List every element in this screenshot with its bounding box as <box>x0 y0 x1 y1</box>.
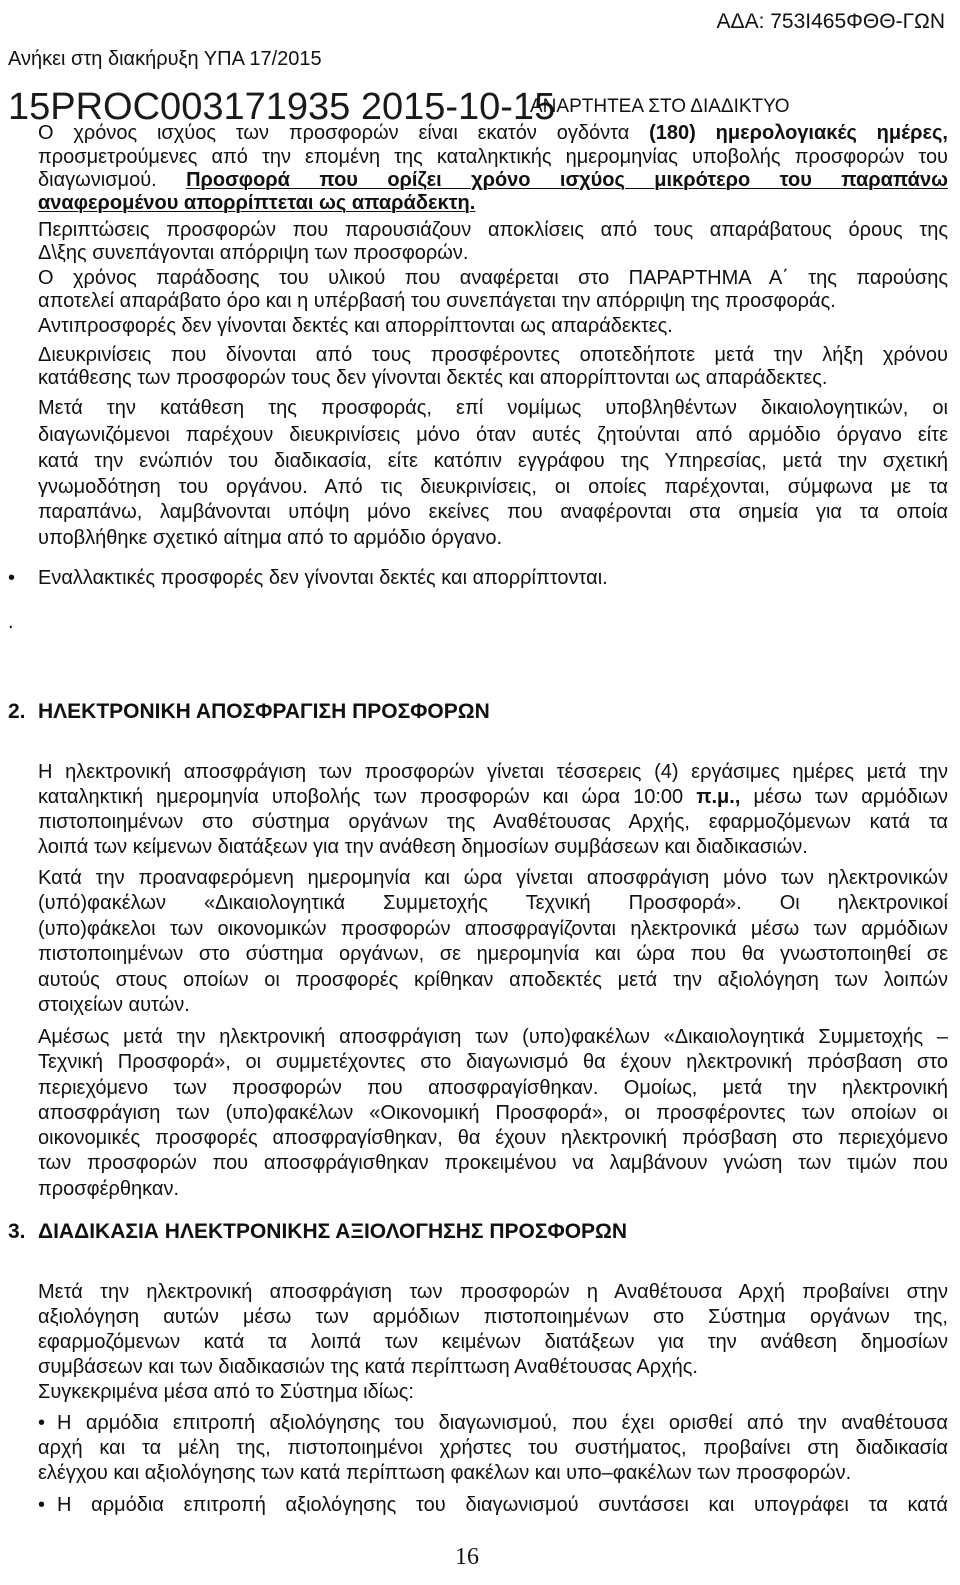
text-line: αξιολόγηση αυτών μέσω των αρμόδιων πιστοποιημένων στο Σύστημα οργάνων της, <box>38 1306 948 1328</box>
text-line: αυτούς στους οποίων οι προσφορές κρίθηκαν αποδεκτές μετά την αξιολόγηση των λοιπών <box>38 969 948 991</box>
text-line: Δ\ξης συνεπάγονται απόρριψη των προσφορών. <box>38 242 469 264</box>
text-line: Αντιπροσφορές δεν γίνονται δεκτές και απορρίπτονται ως απαράδεκτες. <box>38 315 673 337</box>
ada-code: ΑΔΑ: 753Ι465ΦΘΘ-ΓΩΝ <box>716 10 945 33</box>
section-number: 3. <box>8 1220 26 1243</box>
text-line: Ο χρόνος παράδοσης του υλικού που αναφέρεται στο ΠΑΡΑΡΤΗΜΑ Α΄ της παρούσης <box>38 267 948 289</box>
text-line: Τεχνική Προσφορά», οι συμμετέχοντες στο διαγωνισμό θα έχουν ηλεκτρονική πρόσβαση στο <box>38 1051 948 1073</box>
text-line: Συγκεκριμένα μέσα από το Σύστημα ιδίως: <box>38 1381 414 1403</box>
section-number: 2. <box>8 700 26 723</box>
bold-text: (180) ημερολογιακές ημέρες, <box>649 122 948 144</box>
posting-note: ΑΝΑΡΤΗΤΕΑ ΣΤΟ ΔΙΑΔΙΚΤΥΟ <box>530 96 790 117</box>
text-segment: μέσω των αρμόδιων <box>753 786 948 808</box>
text-line: πιστοποιημένων στο σύστημα οργάνων της Αναθέτουσας Αρχής, εφαρμοζόμενων κατά τα <box>38 811 948 833</box>
text-segment: διαγωνισμού. <box>38 169 157 191</box>
text-segment: Ο χρόνος ισχύος των προσφορών είναι εκατόν ογδόντα <box>38 122 630 144</box>
bullet-icon: • <box>8 567 16 589</box>
text-segment: καταληκτική ημερομηνία υποβολής των προσφορών και ώρα 10:00 <box>38 786 684 808</box>
text-line: (υπο)φάκελοι των οικονομικών προσφορών αποσφραγίζονται ηλεκτρονικά μέσω των αρμόδιων <box>38 918 948 940</box>
text-line: περιεχόμενο των προσφορών που αποσφραγίσθηκαν. Ομοίως, μετά την ηλεκτρονική <box>38 1077 948 1099</box>
text-line: Κατά την προαναφερόμενη ημερομηνία και ώρα γίνεται αποσφράγιση μόνο των ηλεκτρονικών <box>38 867 948 889</box>
text-line: Η ηλεκτρονική αποσφράγιση των προσφορών γίνεται τέσσερεις (4) εργάσιμες ημέρες μετά την <box>38 761 948 783</box>
text-line: Εναλλακτικές προσφορές δεν γίνονται δεκτές και απορρίπτονται. <box>38 567 608 589</box>
text-line: γνωμοδότηση του οργάνου. Από τις διευκρινίσεις, οι οποίες παρέχονται, σύμφωνα με τα <box>38 476 948 498</box>
text-line: Η αρμόδια επιτροπή αξιολόγησης του διαγωνισμού, που έχει ορισθεί από την αναθέτουσα <box>57 1412 948 1434</box>
text-line: παραπάνω, λαμβάνονται υπόψη μόνο εκείνες που αναφέρονται στα σημεία για τα οποία <box>38 501 948 523</box>
page-number: 16 <box>455 1544 479 1570</box>
tender-reference: Ανήκει στη διακήρυξη ΥΠΑ 17/2015 <box>8 48 322 70</box>
text-line: αρχή και τα μέλη της, πιστοποιημένοι χρήστες του συστήματος, προβαίνει στη διαδικασία <box>38 1437 948 1459</box>
text-line: (υπό)φακέλων «Δικαιολογητικά Συμμετοχής Τεχνική Προσφορά». Οι ηλεκτρονικοί <box>38 892 948 914</box>
text-line: προσφέρθηκαν. <box>38 1178 180 1200</box>
text-line: Αμέσως μετά την ηλεκτρονική αποσφράγιση των (υπο)φακέλων «Δικαιολογητικά Συμμετοχής – <box>38 1026 948 1048</box>
text-line: αποτελεί απαράβατο όρο και η υπέρβασή του συνεπάγεται την απόρριψη της προσφοράς. <box>38 290 836 312</box>
text-line: Μετά την ηλεκτρονική αποσφράγιση των προσφορών η Αναθέτουσα Αρχή προβαίνει στην <box>38 1281 948 1303</box>
section-title: ΔΙΑΔΙΚΑΣΙΑ ΗΛΕΚΤΡΟΝΙΚΗΣ ΑΞΙΟΛΟΓΗΣΗΣ ΠΡΟΣΦΟΡΩΝ <box>38 1220 628 1243</box>
text-line: Διευκρινίσεις που δίνονται από τους προσφέροντες οποτεδήποτε μετά την λήξη χρόνου <box>38 344 948 366</box>
stray-mark: . <box>8 611 14 633</box>
text-line: εφαρμοζόμενων κατά τα λοιπά των κειμένων διατάξεων για την ανάθεση δημοσίων <box>38 1331 948 1353</box>
text-line: των προσφορών που αποσφράγισθηκαν προκειμένου να λαμβάνουν γνώση των τιμών που <box>38 1152 948 1174</box>
bold-text: π.μ., <box>696 786 741 808</box>
text-line <box>38 785 948 809</box>
text-line: Μετά την κατάθεση της προσφοράς, επί νομίμως υποβληθέντων δικαιολογητικών, οι <box>38 397 948 419</box>
emphasis-text: Προσφορά που ορίζει χρόνο ισχύος μικρότερο του παραπάνω <box>186 169 948 191</box>
text-line: διαγωνιζόμενοι παρέχουν διευκρινίσεις μόνο όταν αυτές ζητούνται από αρμόδιο όργανο είτε <box>38 424 948 446</box>
section-title: ΗΛΕΚΤΡΟΝΙΚΗ ΑΠΟΣΦΡΑΓΙΣΗ ΠΡΟΣΦΟΡΩΝ <box>38 700 490 723</box>
text-line: υποβλήθηκε σχετικό αίτημα από το αρμόδιο όργανο. <box>38 527 503 549</box>
bullet-icon: • <box>38 1494 46 1516</box>
text-line: Περιπτώσεις προσφορών που παρουσιάζουν αποκλίσεις από τους απαράβατους όρους της <box>38 219 948 241</box>
text-line: Η αρμόδια επιτροπή αξιολόγησης του διαγωνισμού συντάσσει και υπογράφει τα κατά <box>57 1494 948 1516</box>
text-line: κατάθεσης των προσφορών τους δεν γίνονται δεκτές και απορρίπτονται ως απαράδεκτες. <box>38 367 828 389</box>
text-line: πιστοποιημένων στο σύστημα οργάνων, σε ημερομηνία και ώρα που θα γνωστοποιηθεί σε <box>38 943 948 965</box>
text-line <box>38 168 948 192</box>
text-line <box>38 191 948 215</box>
bullet-icon: • <box>38 1412 46 1434</box>
text-line: προσμετρούμενες από την επομένη της καταληκτικής ημερομηνίας υποβολής προσφορών του <box>38 146 948 168</box>
text-line: αποσφράγιση των (υπο)φακέλων «Οικονομική Προσφορά», οι προσφέροντες των οποίων οι <box>38 1102 948 1124</box>
stamp-code: 15PROC003171935 2015-10-15 <box>8 86 556 128</box>
text-line: ελέγχου και αξιολόγησης των κατά περίπτωση φακέλων και υπο–φακέλων των προσφορών. <box>38 1462 852 1484</box>
text-line: συμβάσεων και των διαδικασιών της κατά περίπτωση Αναθέτουσας Αρχής. <box>38 1356 698 1378</box>
text-line: κατά την ενώπιόν του διαδικασία, είτε κατόπιν εγγράφου της Υπηρεσίας, μετά την σχετική <box>38 450 948 472</box>
text-line: λοιπά των κείμενων διατάξεων για την ανάθεση δημοσίων συμβάσεων και διαδικασιών. <box>38 836 808 858</box>
text-line: οικονομικές προσφορές αποσφραγίσθηκαν, θα έχουν ηλεκτρονική πρόσβαση στο περιεχόμενο <box>38 1127 948 1149</box>
text-line: στοιχείων αυτών. <box>38 994 190 1016</box>
emphasis-text: αναφερομένου απορρίπτεται ως απαράδεκτη. <box>38 192 476 214</box>
